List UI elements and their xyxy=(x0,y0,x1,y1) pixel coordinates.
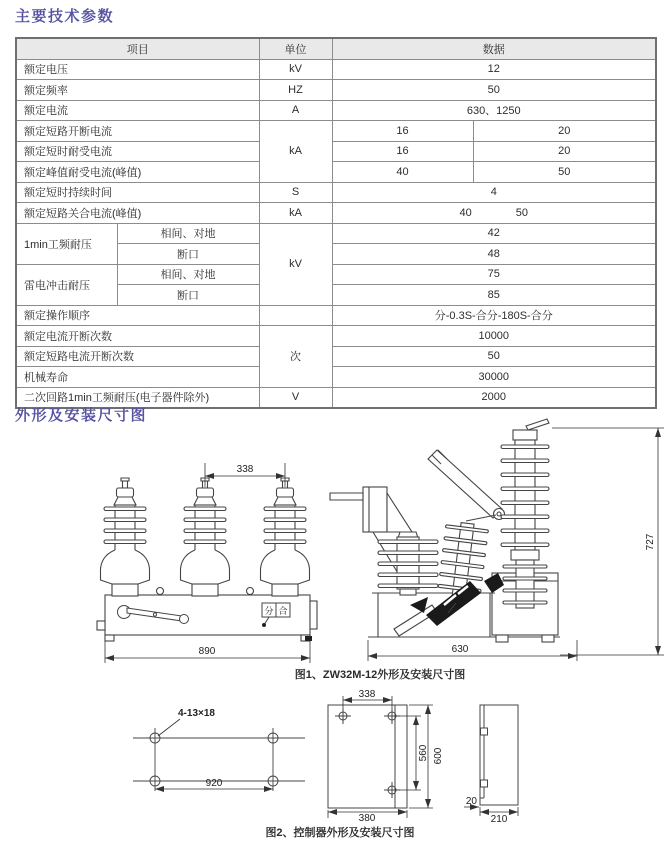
breaker-front-view xyxy=(97,463,317,663)
table-row xyxy=(16,346,656,367)
controller-front-panel xyxy=(328,690,444,824)
figure2-caption: 图2、控制器外形及安装尺寸图 xyxy=(265,827,415,839)
breaker-side-view xyxy=(330,419,664,661)
table-row xyxy=(16,305,656,326)
table-row xyxy=(16,367,656,388)
section-title-technical-parameters: 主要技术参数 xyxy=(15,8,115,25)
dim-side-offset-label: 20 xyxy=(465,796,477,807)
param-item: 二次回路1min工频耐压(电子器件除外) xyxy=(16,387,259,408)
dim-side-width xyxy=(368,640,577,661)
param-value: 30000 xyxy=(332,367,656,388)
param-value: 20 xyxy=(473,141,656,162)
param-value: 50 xyxy=(332,346,656,367)
param-item: 额定频率 xyxy=(16,80,259,101)
figure1-drawing xyxy=(60,415,670,690)
param-value: 630、1250 xyxy=(332,100,656,121)
table-row xyxy=(16,100,656,121)
header-unit: 单位 xyxy=(259,38,332,59)
table-row xyxy=(16,59,656,80)
param-subitem: 相间、对地 xyxy=(117,264,259,285)
table-row xyxy=(16,326,656,347)
param-value: 40 xyxy=(332,162,473,183)
dim-side-width-label: 630 xyxy=(451,644,469,655)
param-unit: HZ xyxy=(259,80,332,101)
param-value: 2000 xyxy=(332,387,656,408)
dim-front-width-label: 890 xyxy=(198,646,216,657)
param-value: 16 xyxy=(332,141,473,162)
param-item: 额定峰值耐受电流(峰值) xyxy=(16,162,259,183)
param-item: 额定操作顺序 xyxy=(16,305,259,326)
table-row xyxy=(16,182,656,203)
param-item: 额定电流 xyxy=(16,100,259,121)
table-row xyxy=(16,141,656,162)
param-subitem: 断口 xyxy=(117,285,259,306)
param-value: 75 xyxy=(332,264,656,285)
table-header-row xyxy=(16,38,656,59)
dim-panel-width-label: 380 xyxy=(358,813,376,824)
close-label: 合 xyxy=(278,606,288,616)
table-row xyxy=(16,121,656,142)
table-row xyxy=(16,264,656,285)
param-value-pair xyxy=(332,203,656,224)
param-unit: kA xyxy=(259,203,332,224)
figure2-drawing xyxy=(120,690,560,825)
param-item: 1min工频耐压 xyxy=(16,223,117,264)
param-item: 额定短路电流开断次数 xyxy=(16,346,259,367)
param-item: 机械寿命 xyxy=(16,367,259,388)
param-value: 16 xyxy=(332,121,473,142)
param-item: 雷电冲击耐压 xyxy=(16,264,117,305)
param-value: 分-0.3S-合分-180S-合分 xyxy=(332,305,656,326)
param-unit: kV xyxy=(259,223,332,305)
header-data: 数据 xyxy=(332,38,656,59)
dim-side-height-label: 727 xyxy=(645,533,656,551)
hole-spec-label: 4-13×18 xyxy=(178,708,215,719)
dim-panel-hole-height-label: 560 xyxy=(418,744,429,762)
param-item: 额定短时耐受电流 xyxy=(16,141,259,162)
header-item: 项目 xyxy=(16,38,259,59)
table-row xyxy=(16,203,656,224)
param-value: 40 xyxy=(459,206,472,219)
parameters-table xyxy=(15,37,657,409)
param-value: 42 xyxy=(332,223,656,244)
table-row xyxy=(16,162,656,183)
table-row xyxy=(16,223,656,244)
param-value: 20 xyxy=(473,121,656,142)
param-subitem: 相间、对地 xyxy=(117,223,259,244)
param-unit: V xyxy=(259,387,332,408)
param-item: 额定短路关合电流(峰值) xyxy=(16,203,259,224)
section-title-dimensions: 外形及安装尺寸图 xyxy=(15,407,148,424)
param-item: 额定电流开断次数 xyxy=(16,326,259,347)
dim-plate-span-label: 920 xyxy=(205,778,223,789)
param-value: 48 xyxy=(332,244,656,265)
param-value: 50 xyxy=(332,80,656,101)
dim-panel-span-label: 338 xyxy=(358,690,376,700)
param-unit: 次 xyxy=(259,326,332,388)
mounting-plate xyxy=(133,708,305,791)
foot-mark xyxy=(305,636,312,641)
param-unit: kA xyxy=(259,121,332,183)
param-unit: S xyxy=(259,182,332,203)
dim-pole-spacing-label: 338 xyxy=(236,464,254,475)
param-value: 4 xyxy=(332,182,656,203)
param-item: 额定短路开断电流 xyxy=(16,121,259,142)
param-item: 额定短时持续时间 xyxy=(16,182,259,203)
dim-panel-height-label: 600 xyxy=(433,747,444,765)
dim-side-depth-label: 210 xyxy=(490,814,508,825)
figure1-caption: 图1、ZW32M-12外形及安装尺寸图 xyxy=(294,669,466,681)
controller-side-panel xyxy=(464,705,518,825)
param-unit: A xyxy=(259,100,332,121)
param-value: 85 xyxy=(332,285,656,306)
param-item: 额定电压 xyxy=(16,59,259,80)
param-unit: kV xyxy=(259,59,332,80)
table-row xyxy=(16,80,656,101)
param-value: 10000 xyxy=(332,326,656,347)
param-value: 50 xyxy=(473,162,656,183)
param-subitem: 断口 xyxy=(117,244,259,265)
param-value: 12 xyxy=(332,59,656,80)
open-label: 分 xyxy=(264,606,274,616)
param-unit-empty xyxy=(259,305,332,326)
param-value: 50 xyxy=(515,206,528,219)
